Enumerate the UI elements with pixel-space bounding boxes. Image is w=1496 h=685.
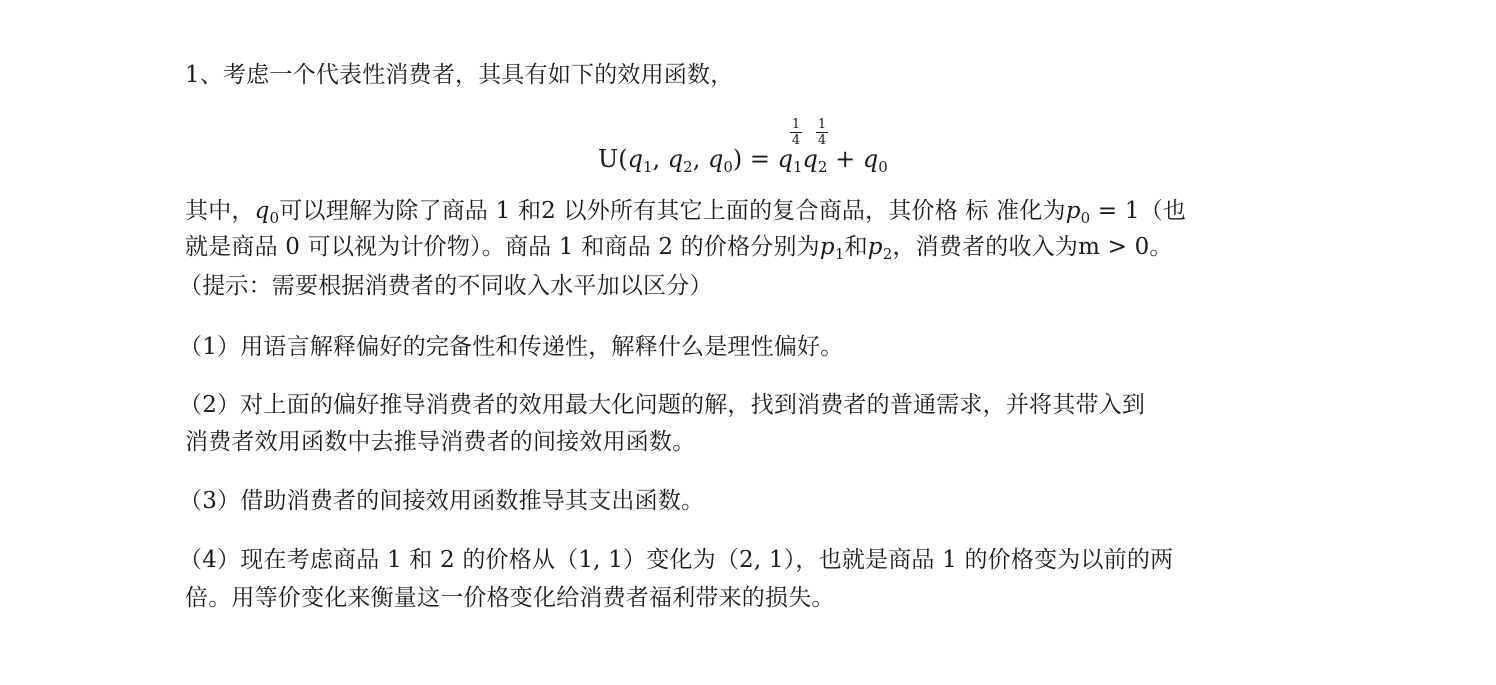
text: 。 <box>1149 234 1173 260</box>
text: 和 <box>844 234 868 260</box>
text: ，消费者的收入为 <box>892 234 1079 260</box>
subscript: 1 <box>642 158 653 176</box>
exponent-fraction <box>790 118 802 147</box>
var-p: p <box>1065 198 1081 224</box>
part-1: （1）用语言解释偏好的完备性和传递性，解释什么是理性偏好。 <box>179 334 844 360</box>
formula-equals: ) = <box>732 145 778 173</box>
fraction-numerator: 1 <box>791 117 801 132</box>
subscript: 1 <box>834 245 845 263</box>
exponent-fraction <box>816 118 828 147</box>
subscript: 1 <box>793 158 803 176</box>
var-q: q <box>667 145 684 173</box>
income-condition: m > 0 <box>1078 234 1150 260</box>
part-4-line-1: （4）现在考虑商品 1 和 2 的价格从（1, 1）变化为（2, 1），也就是商品 1 的价格变为以前的两 <box>179 547 1174 573</box>
part-3: （3）借助消费者的间接效用函数推导其支出函数。 <box>179 488 705 514</box>
subscript: 0 <box>269 209 280 227</box>
text: 其中， <box>185 198 255 224</box>
var-p: p <box>867 234 883 260</box>
formula-body <box>598 144 888 174</box>
text: 可以理解为除了商品 1 和2 以外所有其它上面的复合商品，其价格 标 准化为 <box>279 198 1066 224</box>
subscript: 0 <box>723 158 733 176</box>
text: 就是商品 0 可以视为计价物）。商品 1 和商品 2 的价格分别为 <box>185 234 820 260</box>
var-q: q <box>254 198 270 224</box>
fraction-denominator: 4 <box>791 133 801 148</box>
var-q: q <box>627 145 643 173</box>
var-p: p <box>819 234 835 260</box>
var-q: q <box>802 145 818 173</box>
formula-plus: + <box>827 145 863 173</box>
description-line-2 <box>185 232 1173 262</box>
var-q: q <box>777 145 793 173</box>
fraction-numerator: 1 <box>817 117 827 132</box>
fraction-denominator: 4 <box>817 133 827 148</box>
subscript: 2 <box>817 158 828 176</box>
subscript: 2 <box>683 158 693 176</box>
hint: （提示：需要根据消费者的不同收入水平加以区分） <box>179 273 713 299</box>
text: （也 <box>1139 198 1187 224</box>
comma: , <box>652 145 668 173</box>
part-2-line-2: 消费者效用函数中去推导消费者的间接效用函数。 <box>185 429 696 455</box>
question-intro: 1、考虑一个代表性消费者，其具有如下的效用函数， <box>185 62 734 88</box>
part-4-line-2: 倍。用等价变化来衡量这一价格变化给消费者福利带来的损失。 <box>185 585 835 611</box>
var-q: q <box>707 145 724 173</box>
var-q: q <box>862 145 879 173</box>
comma: , <box>692 145 708 173</box>
subscript: 0 <box>1080 209 1091 227</box>
description-line-1 <box>185 196 1186 226</box>
formula-lhs: U( <box>598 145 628 173</box>
part-2-line-1: （2）对上面的偏好推导消费者的效用最大化问题的解，找到消费者的普通需求，并将其带入到 <box>179 392 1146 418</box>
subscript: 2 <box>882 245 893 263</box>
subscript: 0 <box>878 158 888 176</box>
p0-value: = 1 <box>1090 198 1140 224</box>
